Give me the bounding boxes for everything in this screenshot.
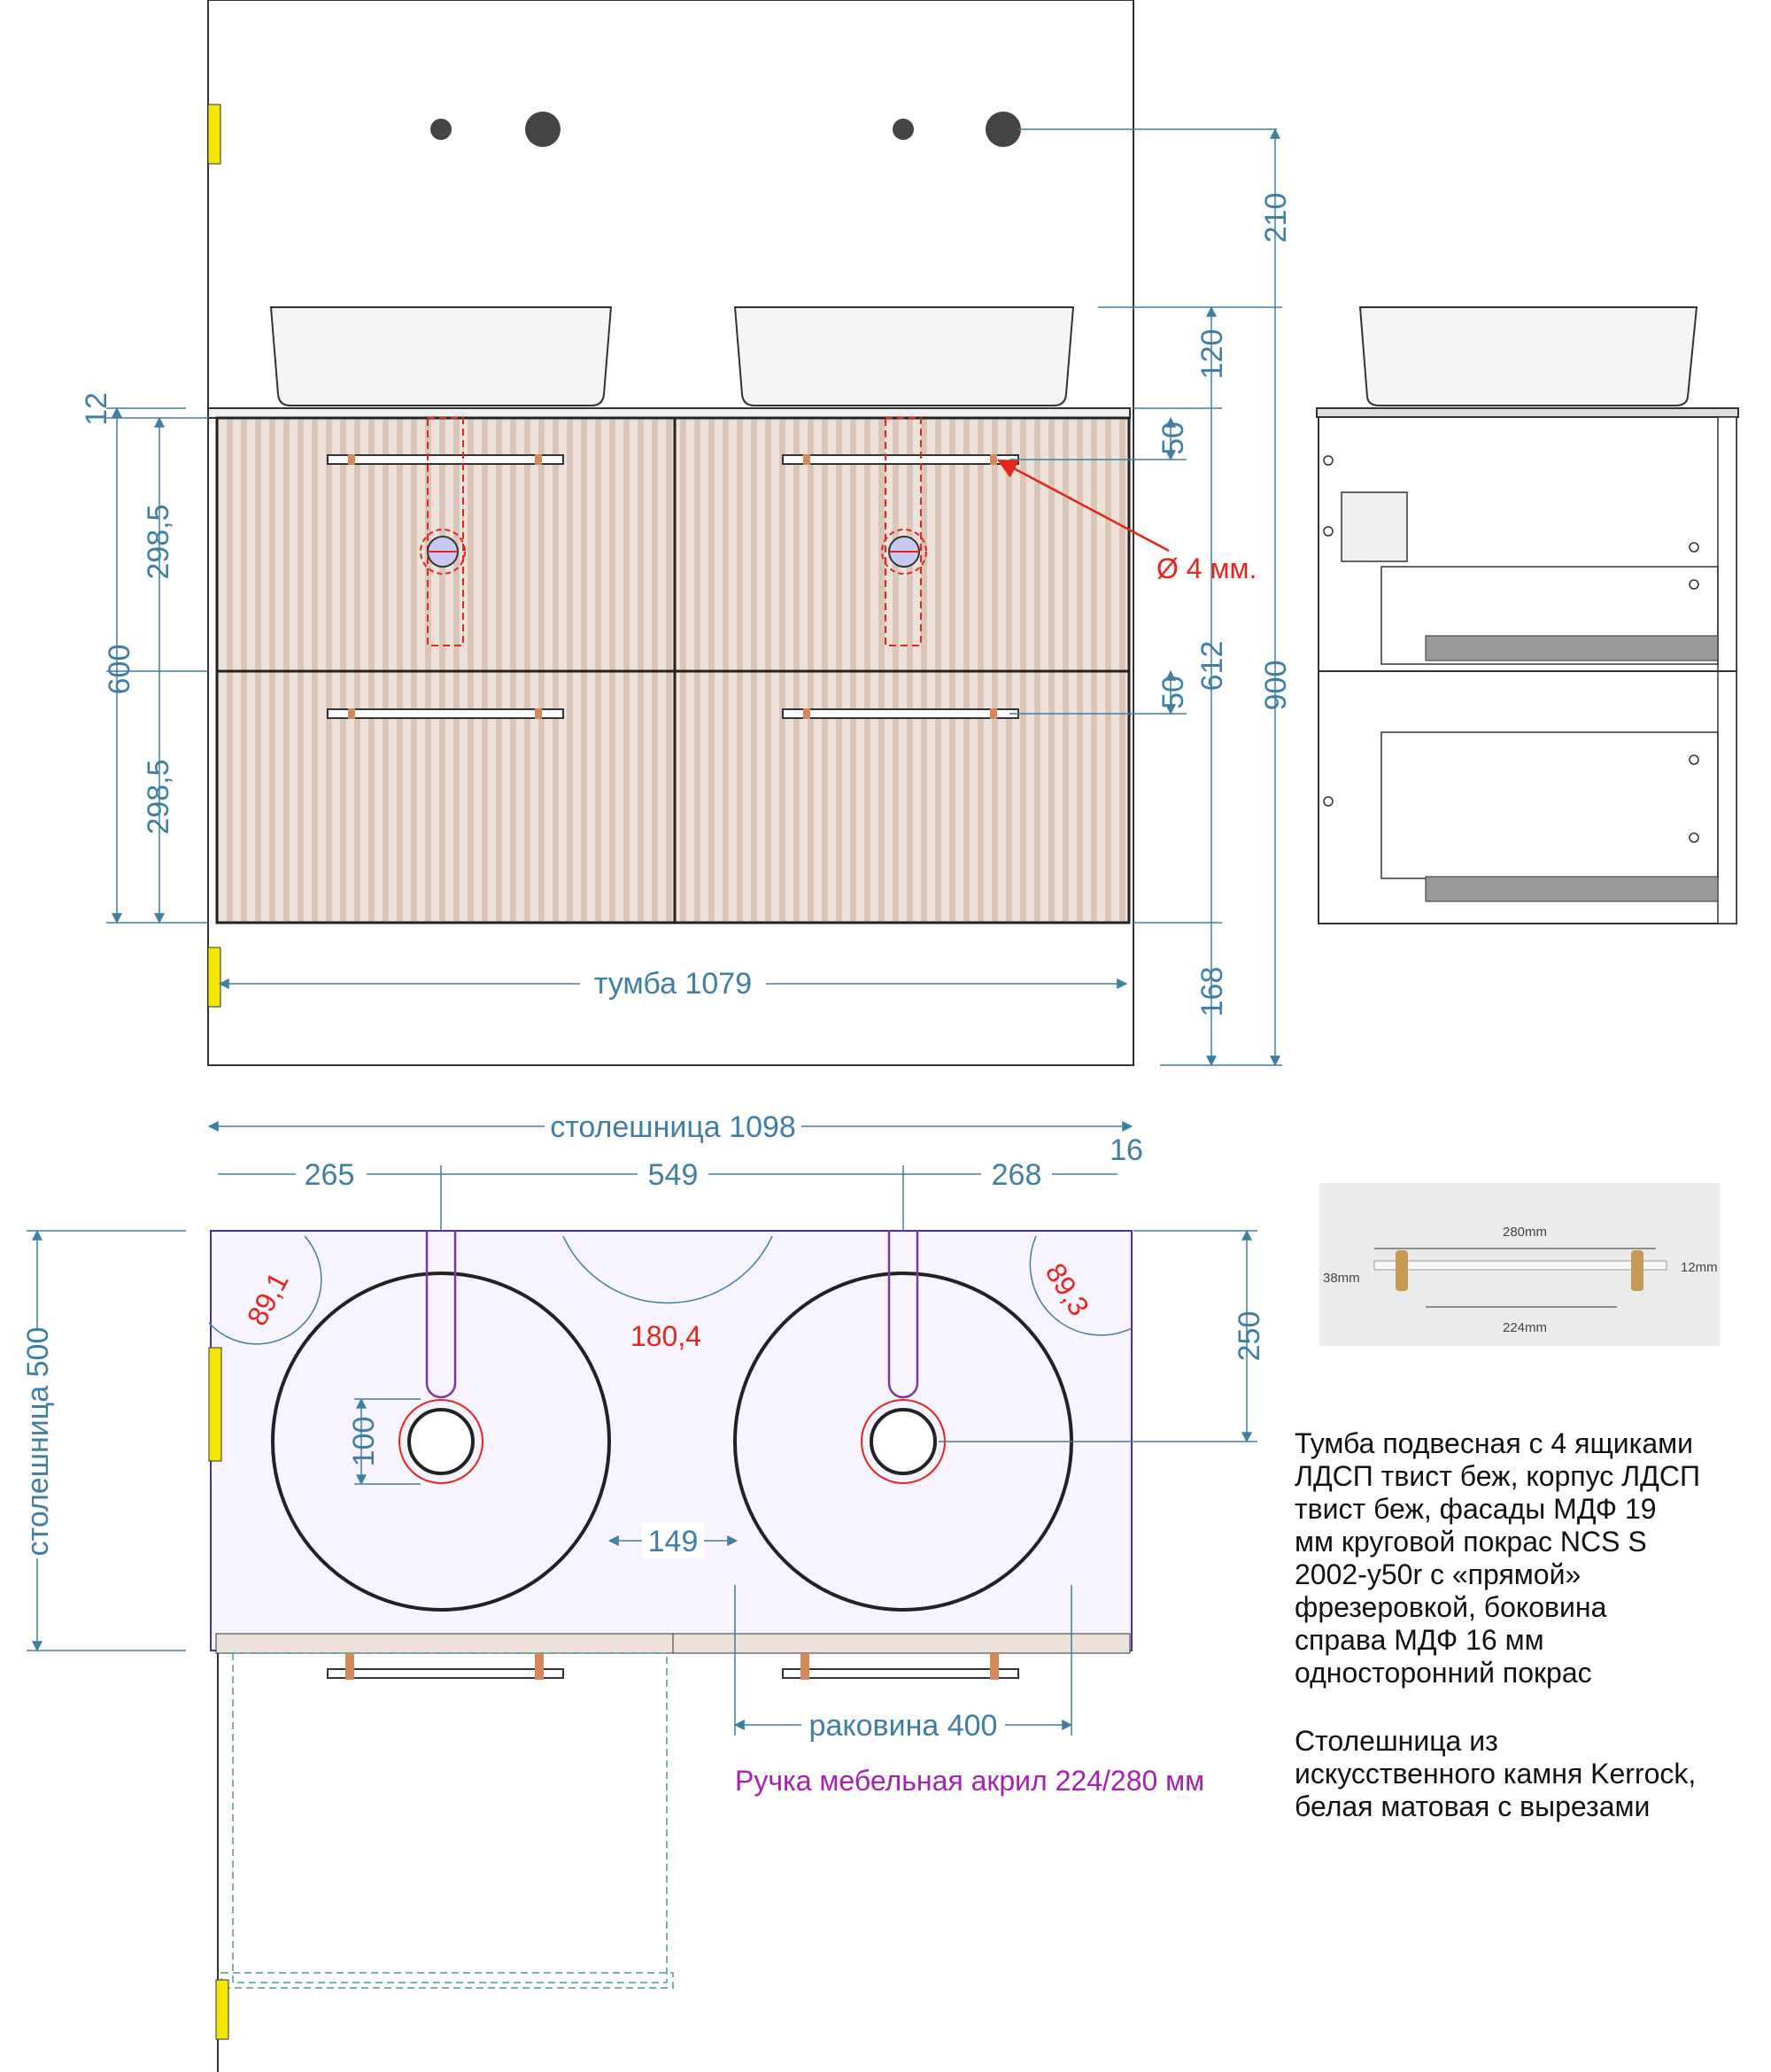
countertop-side <box>1317 408 1738 417</box>
dim-100: 100 <box>347 1416 381 1467</box>
marker-yellow <box>216 1980 228 2039</box>
description-line: 2002-y50r с «прямой» <box>1295 1558 1582 1590</box>
faucet-hole-small <box>893 119 914 140</box>
dim-210: 210 <box>1259 192 1293 244</box>
handle-note: Ручка мебельная акрил 224/280 мм <box>735 1765 1205 1797</box>
dim-50-top: 50 <box>1156 421 1190 455</box>
dim-50-bottom: 50 <box>1156 676 1190 709</box>
marker-yellow <box>208 947 220 1007</box>
dim-168: 168 <box>1195 966 1229 1017</box>
description-countertop <box>1295 1725 1755 1823</box>
dim-298-5-bottom: 298,5 <box>142 759 175 835</box>
dim-countertop-depth: столешница 500 <box>21 1326 55 1557</box>
handle-photo <box>1319 1183 1720 1346</box>
description-line: Столешница из <box>1295 1725 1498 1757</box>
dim-600: 600 <box>103 644 136 695</box>
dim-298-5-top: 298,5 <box>142 504 175 580</box>
dim-sink-width: раковина 400 <box>808 1709 998 1743</box>
basin-side <box>1360 307 1697 406</box>
angle-180-4: 180,4 <box>630 1320 702 1352</box>
marker-yellow <box>208 104 220 164</box>
dim-tumba-width: тумба 1079 <box>593 967 753 1001</box>
basin-left <box>271 307 611 406</box>
description-line: мм круговой покрас NCS S <box>1295 1526 1647 1558</box>
dim-549: 549 <box>647 1158 699 1192</box>
handle-width-12: 12mm <box>1681 1260 1718 1275</box>
angle-89-1: 89,1 <box>240 1266 295 1331</box>
angle-89-3: 89,3 <box>1039 1257 1096 1322</box>
description-line: искусственного камня Kerrock, <box>1295 1758 1697 1790</box>
side-view <box>1317 307 1738 924</box>
handle-height-38: 38mm <box>1323 1271 1360 1286</box>
handle-top <box>328 1653 563 1680</box>
handle-length-224: 224mm <box>1502 1320 1548 1335</box>
hole-diameter-label: Ø 4 мм. <box>1156 553 1257 584</box>
dim-countertop-width: столешница 1098 <box>550 1110 796 1144</box>
handle-top <box>783 1653 1018 1680</box>
handle-front <box>783 708 1018 719</box>
marker-yellow <box>209 1348 221 1461</box>
description-line: твист беж, фасады МДФ 19 <box>1295 1493 1657 1525</box>
description-line: справа МДФ 16 мм <box>1295 1624 1544 1656</box>
faucet-hole-large <box>986 112 1021 147</box>
description-line: белая матовая с вырезами <box>1295 1790 1651 1822</box>
handle-front <box>328 708 563 719</box>
handle-front <box>328 454 563 465</box>
basin-right <box>735 307 1073 406</box>
description-line: фрезеровкой, боковина <box>1295 1591 1607 1623</box>
description-line: Тумба подвесная с 4 ящиками <box>1295 1427 1694 1459</box>
front-view <box>80 0 1293 1065</box>
handle-length-280: 280mm <box>1502 1225 1548 1240</box>
handle-front <box>783 454 1018 465</box>
dim-16: 16 <box>1110 1133 1143 1167</box>
dim-250: 250 <box>1233 1310 1266 1362</box>
dim-149: 149 <box>647 1525 699 1558</box>
dim-612: 612 <box>1195 640 1229 692</box>
dim-12: 12 <box>80 392 113 426</box>
dim-265: 265 <box>304 1158 355 1192</box>
faucet-hole-large <box>525 112 561 147</box>
dim-900: 900 <box>1259 660 1293 711</box>
description-line: ЛДСП твист беж, корпус ЛДСП <box>1295 1460 1700 1492</box>
faucet-hole-small <box>430 119 452 140</box>
dim-268: 268 <box>991 1158 1042 1192</box>
description-line: односторонний покрас <box>1295 1657 1592 1689</box>
dim-120: 120 <box>1195 329 1229 380</box>
countertop <box>208 408 1130 418</box>
description-cabinet <box>1295 1427 1755 1689</box>
top-view <box>19 1109 1266 2072</box>
